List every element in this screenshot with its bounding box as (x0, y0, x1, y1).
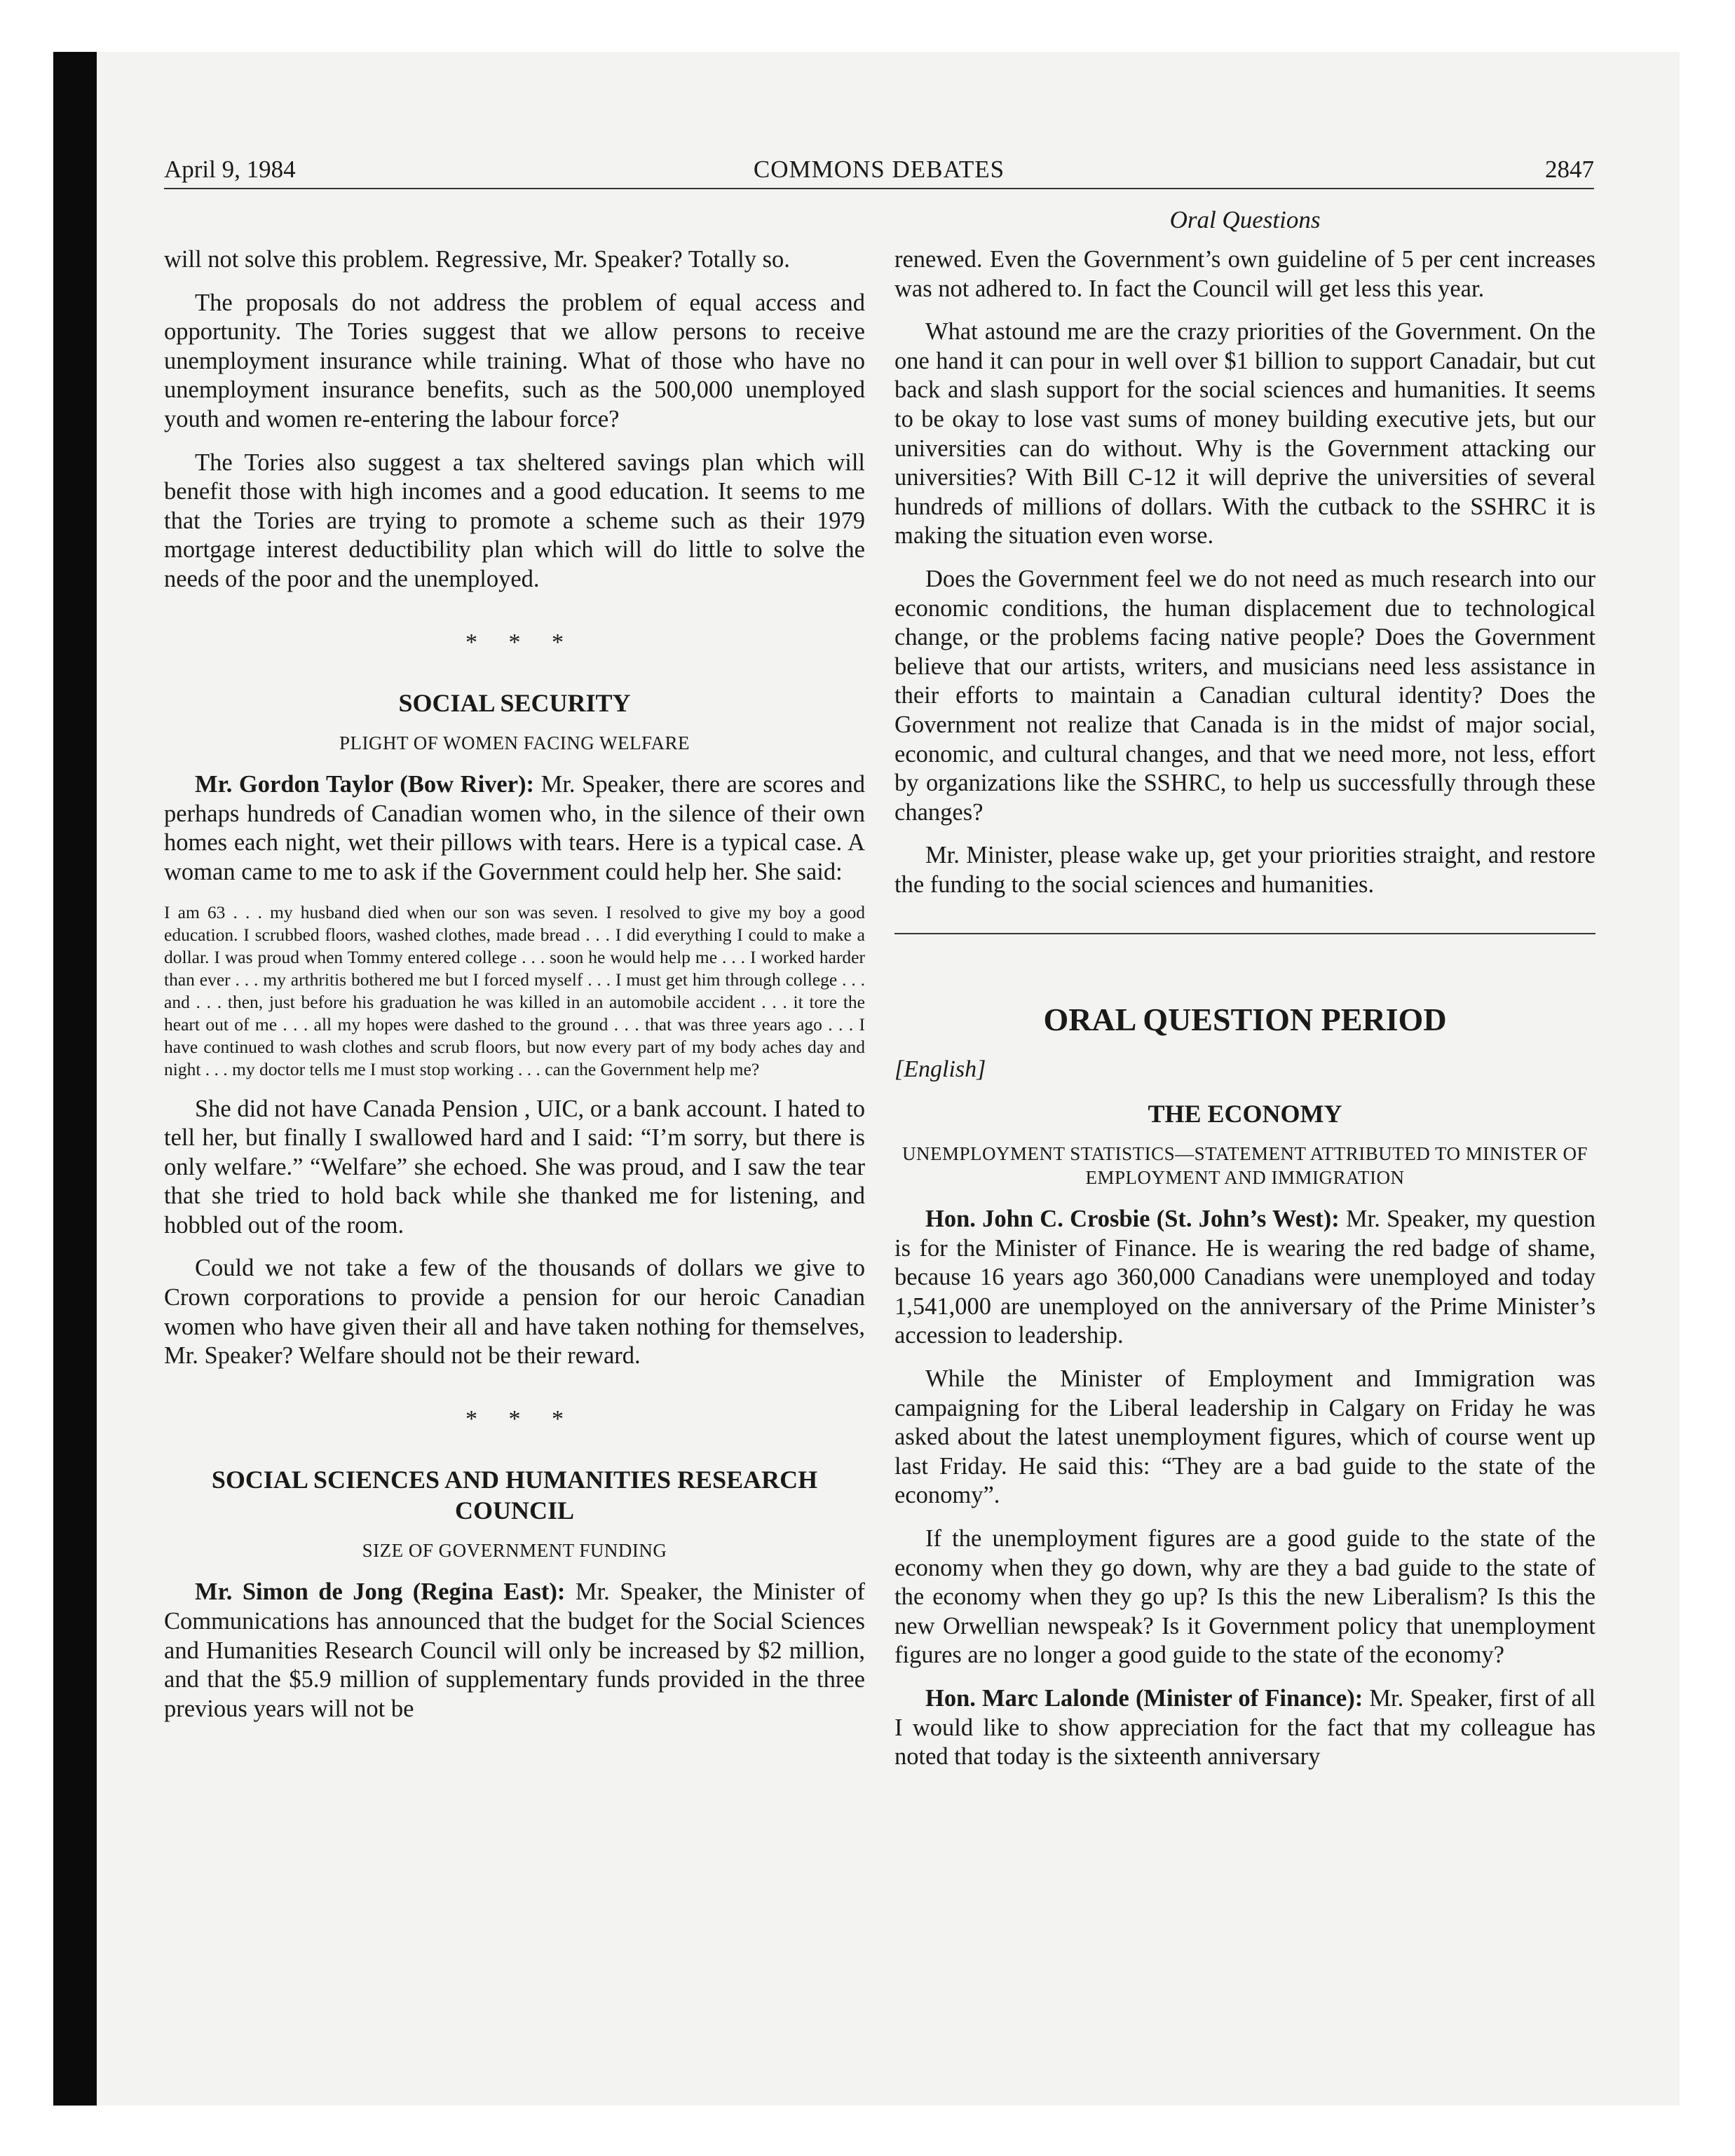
paragraph: Does the Government feel we do not need as much research into our economic conditions, the human displacement due to technological change, or the problems facing native people? Does the Government believe that our artists, writers, and musicians need less assistance in their efforts to maintain a Canadian cultural identity? Does the Government not realize that Canada is in the midst of major social, economic, and cultural changes, and that we need more, not less, effort by organizations like the SSHRC, to help us successfully through these changes? (894, 565, 1595, 826)
subheading-unemployment: UNEMPLOYMENT STATISTICS—STATEMENT ATTRIBUTED TO MINISTER OF EMPLOYMENT AND IMMIGRATION (902, 1143, 1588, 1189)
right-column (894, 245, 1595, 1786)
speaker-name: Hon. John C. Crosbie (St. John’s West): (925, 1206, 1340, 1233)
speaker-name: Mr. Gordon Taylor (Bow River): (195, 771, 535, 798)
paragraph: While the Minister of Employment and Immigration was campaigning for the Liberal leadership in Calgary on Friday he was asked about the latest unemployment figures, which of course went up last Friday. He said this: “They are a bad guide to the state of the economy”. (894, 1365, 1595, 1509)
block-quote: I am 63 . . . my husband died when our son was seven. I resolved to give my boy a good education. I scrubbed floors, washed clothes, made bread . . . I did everything I could to make a dollar. I was proud when Tommy entered college . . . soon he would help me . . . I worked harder than ever . . . my arthritis bothered me but I forced myself . . . I must get him through college . . . and . . . then, just before his graduation he was killed in an automobile accident . . . it tore the heart out of me . . . all my hopes were dashed to the ground . . . that was three years ago . . . I have continued to wash clothes and scrub floors, but now every part of my body aches day and night . . . my doctor tells me I must stop working . . . can the Government help me? (164, 901, 865, 1079)
paragraph: renewed. Even the Government’s own guideline of 5 per cent increases was not adhered to. In fact the Council will get less this year. (894, 246, 1595, 302)
section-divider (894, 933, 1595, 934)
section-label: Oral Questions (1169, 206, 1321, 233)
heading-social-security: SOCIAL SECURITY (398, 689, 631, 718)
paragraph-speech (894, 1205, 1595, 1351)
section-separator: * * * (465, 629, 564, 655)
section-separator: * * * (465, 1405, 564, 1432)
paragraph-speech (164, 770, 865, 887)
scan-edge-bar (53, 52, 97, 2106)
speech-text: Mr. Speaker, the Minister of Communications has announced that the budget for the Social Sciences and Humanities Research Council will only be increased by $2 million, and that the $5.9 million of supplementary funds provided in the three previous years will not be (164, 1578, 865, 1722)
header-title: COMMONS DEBATES (753, 156, 1005, 183)
header-date: April 9, 1984 (164, 156, 296, 183)
paragraph: If the unemployment figures are a good guide to the state of the economy when they go down, why are they a bad guide to the state of the economy when they go up? Is this the new Liberalism? Is this the new Orwellian newspeak? Is it Government policy that unemployment figures are no longer a good guide to the state of the economy? (894, 1525, 1595, 1669)
paragraph: Mr. Minister, please wake up, get your priorities straight, and restore the funding to the social sciences and humanities. (894, 842, 1595, 898)
paragraph: What astound me are the crazy priorities of the Government. On the one hand it can pour in well over $1 billion to support Canadair, but cut back and slash support for the social sciences and humanities. It seems to be okay to lose vast sums of money building executive jets, but our universities can do without. Why is the Government attacking our universities? With Bill C-12 it will deprive the universities of several hundreds of millions of dollars. With the cutback to the SSHRC it is making the situation even worse. (894, 318, 1595, 550)
paragraph: She did not have Canada Pension , UIC, or a bank account. I hated to tell her, but finally I swallowed hard and I said: “I’m sorry, but there is only welfare.” “Welfare” she echoed. She was proud, and I saw the tear that she tried to hold back while she thanked me for listening, and hobbled out of the room. (164, 1095, 865, 1239)
heading-sshrc: SOCIAL SCIENCES AND HUMANITIES RESEARCH COUNCIL (211, 1466, 818, 1525)
paragraph: The proposals do not address the problem of equal access and opportunity. The Tories suggest that we allow persons to receive unemployment insurance while training. What of those who have no unemployment insurance benefits, such as the 500,000 unemployed youth and women re-entering the labour force? (164, 289, 865, 432)
speech-text: Mr. Speaker, first of all I would like to show appreciation for the fact that my colleague has noted that today is the sixteenth anniversary (894, 1684, 1595, 1770)
speaker-name: Mr. Simon de Jong (Regina East): (195, 1578, 566, 1606)
heading-economy: THE ECONOMY (1148, 1100, 1342, 1128)
heading-oral-question-period: ORAL QUESTION PERIOD (1043, 1002, 1447, 1038)
paragraph: Could we not take a few of the thousands of dollars we give to Crown corporations to provide a pension for our heroic Canadian women who have given their all and have taken nothing for themselves, Mr. Speaker? Welfare should not be their reward. (164, 1255, 865, 1370)
header-page-number: 2847 (1545, 156, 1594, 183)
speech-text: Mr. Speaker, my question is for the Minister of Finance. He is wearing the red badge of shame, because 16 years ago 360,000 Canadians were unemployed and today 1,541,000 are unemployed on the anniversary of the Prime Minister’s accession to leadership. (894, 1206, 1595, 1349)
speech-text: Mr. Speaker, there are scores and perhaps hundreds of Canadian women who, in the silence of their own homes each night, wet their pillows with tears. Here is a typical case. A woman came to me to ask if the Government could help her. She said: (164, 771, 866, 885)
paragraph: will not solve this problem. Regressive, Mr. Speaker? Totally so. (164, 246, 790, 273)
subheading-funding: SIZE OF GOVERNMENT FUNDING (362, 1540, 667, 1562)
subheading-plight: PLIGHT OF WOMEN FACING WELFARE (339, 732, 690, 754)
speaker-name: Hon. Marc Lalonde (Minister of Finance): (925, 1684, 1363, 1712)
paragraph-speech (894, 1684, 1595, 1772)
paragraph: The Tories also suggest a tax sheltered savings plan which will benefit those with high incomes and a good education. It seems to me that the Tories are trying to promote a scheme such as their 1979 mortgage interest deductibility plan which will do little to solve the needs of the poor and the unemployed. (164, 449, 865, 592)
paragraph-speech (164, 1578, 865, 1724)
page-header (164, 156, 1594, 189)
left-column (164, 245, 865, 1738)
language-note: [English] (894, 1056, 986, 1083)
